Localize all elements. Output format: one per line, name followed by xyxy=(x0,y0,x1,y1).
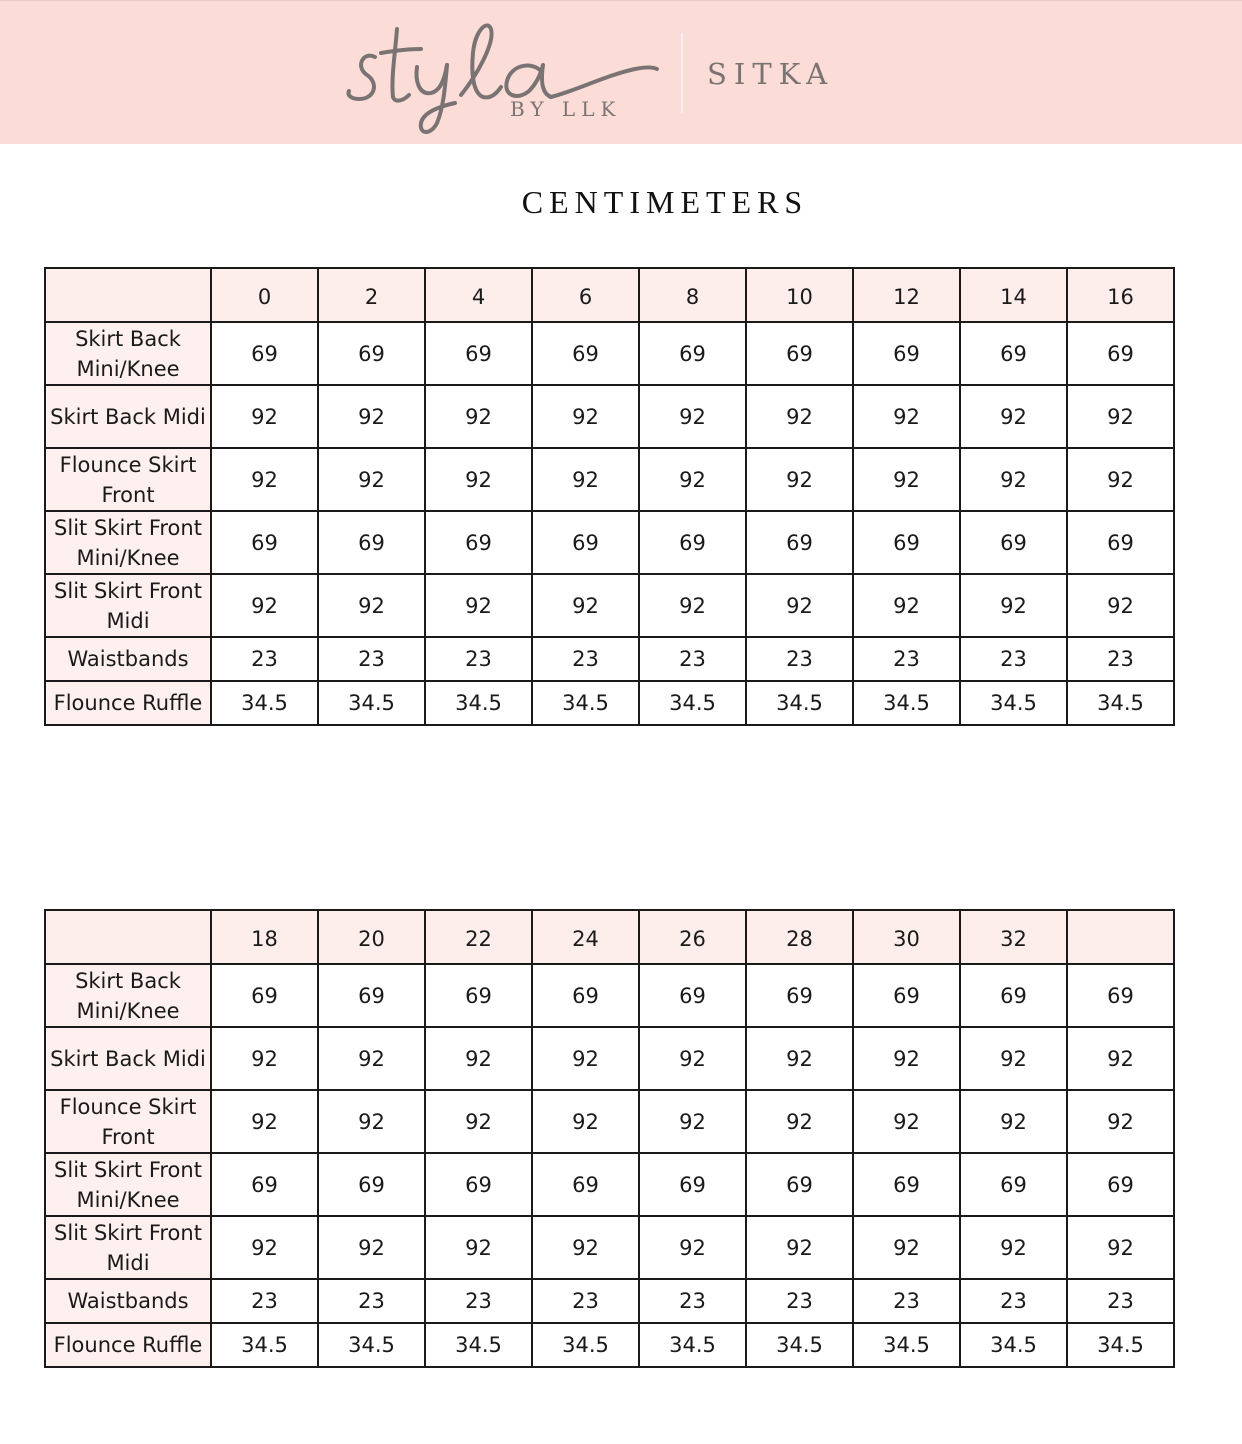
measurement-cell: 34.5 xyxy=(211,1323,318,1367)
row-label: Waistbands xyxy=(45,1279,211,1323)
measurement-cell: 92 xyxy=(425,574,532,637)
measurement-cell: 69 xyxy=(746,964,853,1027)
measurement-cell: 92 xyxy=(960,1216,1067,1279)
size-header-cell: 0 xyxy=(211,268,318,322)
measurement-cell: 23 xyxy=(639,637,746,681)
size-header-cell: 28 xyxy=(746,910,853,964)
measurement-cell: 92 xyxy=(639,574,746,637)
measurement-cell: 92 xyxy=(318,385,425,448)
measurement-cell: 69 xyxy=(1067,1153,1174,1216)
measurement-cell: 69 xyxy=(960,964,1067,1027)
size-header-cell: 6 xyxy=(532,268,639,322)
measurement-cell: 69 xyxy=(746,511,853,574)
measurement-cell: 69 xyxy=(318,964,425,1027)
size-chart-table-2 xyxy=(44,909,1175,1368)
measurement-cell: 92 xyxy=(639,1090,746,1153)
measurement-cell: 69 xyxy=(639,1153,746,1216)
measurement-cell: 23 xyxy=(532,1279,639,1323)
row-label: Slit Skirt Front Mini/Knee xyxy=(45,1153,211,1216)
measurement-cell: 92 xyxy=(639,385,746,448)
measurement-cell: 92 xyxy=(639,1216,746,1279)
measurement-cell: 23 xyxy=(211,1279,318,1323)
measurement-cell: 34.5 xyxy=(425,681,532,725)
measurement-cell: 34.5 xyxy=(853,1323,960,1367)
measurement-cell: 34.5 xyxy=(746,1323,853,1367)
row-label: Flounce Skirt Front xyxy=(45,1090,211,1153)
measurement-cell: 69 xyxy=(639,964,746,1027)
size-header-cell: 4 xyxy=(425,268,532,322)
measurement-cell: 69 xyxy=(746,322,853,385)
measurement-cell: 23 xyxy=(425,637,532,681)
size-header-cell xyxy=(1067,910,1174,964)
measurement-cell: 34.5 xyxy=(746,681,853,725)
brand-header xyxy=(0,0,1242,144)
measurement-cell: 92 xyxy=(746,574,853,637)
measurement-cell: 92 xyxy=(211,574,318,637)
table-row xyxy=(45,1279,1174,1323)
measurement-cell: 92 xyxy=(1067,448,1174,511)
table-row xyxy=(45,511,1174,574)
measurement-cell: 92 xyxy=(960,448,1067,511)
table-row xyxy=(45,1027,1174,1090)
measurement-cell: 69 xyxy=(1067,322,1174,385)
measurement-cell: 92 xyxy=(746,1027,853,1090)
corner-cell xyxy=(45,268,211,322)
measurement-cell: 34.5 xyxy=(1067,681,1174,725)
measurement-cell: 34.5 xyxy=(532,681,639,725)
row-label: Slit Skirt Front Midi xyxy=(45,574,211,637)
size-header-cell: 30 xyxy=(853,910,960,964)
table-row xyxy=(45,385,1174,448)
measurement-cell: 92 xyxy=(425,1027,532,1090)
measurement-cell: 69 xyxy=(853,1153,960,1216)
measurement-cell: 92 xyxy=(746,1090,853,1153)
measurement-cell: 34.5 xyxy=(853,681,960,725)
row-label: Flounce Skirt Front xyxy=(45,448,211,511)
measurement-cell: 92 xyxy=(318,1090,425,1153)
measurement-cell: 34.5 xyxy=(211,681,318,725)
size-header-cell: 22 xyxy=(425,910,532,964)
measurement-cell: 34.5 xyxy=(1067,1323,1174,1367)
measurement-cell: 69 xyxy=(211,511,318,574)
row-label: Flounce Ruffle xyxy=(45,1323,211,1367)
measurement-cell: 69 xyxy=(853,322,960,385)
measurement-cell: 34.5 xyxy=(425,1323,532,1367)
measurement-cell: 69 xyxy=(532,511,639,574)
row-label: Skirt Back Midi xyxy=(45,1027,211,1090)
row-label: Skirt Back Mini/Knee xyxy=(45,322,211,385)
measurement-cell: 23 xyxy=(1067,637,1174,681)
measurement-cell: 92 xyxy=(1067,1090,1174,1153)
measurement-cell: 69 xyxy=(211,322,318,385)
measurement-cell: 92 xyxy=(639,448,746,511)
size-header-cell: 10 xyxy=(746,268,853,322)
measurement-cell: 92 xyxy=(746,385,853,448)
row-label: Slit Skirt Front Mini/Knee xyxy=(45,511,211,574)
measurement-cell: 69 xyxy=(318,1153,425,1216)
measurement-cell: 69 xyxy=(639,511,746,574)
measurement-cell: 69 xyxy=(425,1153,532,1216)
measurement-cell: 92 xyxy=(853,1027,960,1090)
measurement-cell: 23 xyxy=(960,1279,1067,1323)
page-title: CENTIMETERS xyxy=(521,184,809,220)
measurement-cell: 92 xyxy=(425,1216,532,1279)
table-row xyxy=(45,1323,1174,1367)
measurement-cell: 69 xyxy=(532,1153,639,1216)
measurement-cell: 69 xyxy=(318,511,425,574)
measurement-cell: 92 xyxy=(960,574,1067,637)
size-header-cell: 14 xyxy=(960,268,1067,322)
measurement-cell: 69 xyxy=(639,322,746,385)
measurement-cell: 92 xyxy=(211,385,318,448)
size-header-cell: 8 xyxy=(639,268,746,322)
measurement-cell: 92 xyxy=(532,1216,639,1279)
measurement-cell: 69 xyxy=(746,1153,853,1216)
measurement-cell: 92 xyxy=(1067,385,1174,448)
measurement-cell: 23 xyxy=(853,1279,960,1323)
measurement-cell: 69 xyxy=(532,322,639,385)
measurement-cell: 69 xyxy=(960,322,1067,385)
measurement-cell: 23 xyxy=(532,637,639,681)
measurement-cell: 92 xyxy=(960,385,1067,448)
row-label: Skirt Back Mini/Knee xyxy=(45,964,211,1027)
table-row xyxy=(45,448,1174,511)
size-header-cell: 32 xyxy=(960,910,1067,964)
measurement-cell: 92 xyxy=(532,574,639,637)
measurement-cell: 69 xyxy=(425,322,532,385)
row-label: Skirt Back Midi xyxy=(45,385,211,448)
size-header-cell: 2 xyxy=(318,268,425,322)
logo-divider xyxy=(681,33,683,113)
measurement-cell: 92 xyxy=(853,1216,960,1279)
table-row xyxy=(45,322,1174,385)
measurement-cell: 92 xyxy=(211,1216,318,1279)
measurement-cell: 92 xyxy=(639,1027,746,1090)
row-label: Slit Skirt Front Midi xyxy=(45,1216,211,1279)
measurement-cell: 92 xyxy=(532,385,639,448)
measurement-cell: 69 xyxy=(425,964,532,1027)
measurement-cell: 23 xyxy=(853,637,960,681)
table-row xyxy=(45,1216,1174,1279)
measurement-cell: 23 xyxy=(639,1279,746,1323)
measurement-cell: 92 xyxy=(425,1090,532,1153)
measurement-cell: 92 xyxy=(853,448,960,511)
measurement-cell: 34.5 xyxy=(639,681,746,725)
logo-subtitle: BY LLK xyxy=(510,97,622,121)
measurement-cell: 23 xyxy=(746,1279,853,1323)
measurement-cell: 23 xyxy=(211,637,318,681)
measurement-cell: 92 xyxy=(853,574,960,637)
size-header-row xyxy=(45,910,1174,964)
measurement-cell: 92 xyxy=(960,1090,1067,1153)
measurement-cell: 69 xyxy=(853,964,960,1027)
measurement-cell: 92 xyxy=(746,448,853,511)
size-header-cell: 20 xyxy=(318,910,425,964)
table-row xyxy=(45,574,1174,637)
measurement-cell: 69 xyxy=(1067,511,1174,574)
table-row xyxy=(45,637,1174,681)
measurement-cell: 69 xyxy=(853,511,960,574)
measurement-cell: 92 xyxy=(1067,1216,1174,1279)
measurement-cell: 92 xyxy=(211,1090,318,1153)
measurement-cell: 23 xyxy=(1067,1279,1174,1323)
measurement-cell: 23 xyxy=(318,1279,425,1323)
measurement-cell: 92 xyxy=(211,448,318,511)
measurement-cell: 69 xyxy=(211,1153,318,1216)
measurement-cell: 92 xyxy=(318,574,425,637)
size-header-cell: 12 xyxy=(853,268,960,322)
measurement-cell: 92 xyxy=(211,1027,318,1090)
measurement-cell: 92 xyxy=(853,385,960,448)
measurement-cell: 69 xyxy=(1067,964,1174,1027)
measurement-cell: 92 xyxy=(532,448,639,511)
table-row xyxy=(45,1153,1174,1216)
measurement-cell: 92 xyxy=(425,448,532,511)
row-label: Flounce Ruffle xyxy=(45,681,211,725)
measurement-cell: 92 xyxy=(746,1216,853,1279)
measurement-cell: 69 xyxy=(211,964,318,1027)
measurement-cell: 34.5 xyxy=(960,1323,1067,1367)
corner-cell xyxy=(45,910,211,964)
measurement-cell: 92 xyxy=(318,1027,425,1090)
size-header-cell: 18 xyxy=(211,910,318,964)
measurement-cell: 92 xyxy=(318,448,425,511)
size-header-cell: 26 xyxy=(639,910,746,964)
measurement-cell: 23 xyxy=(318,637,425,681)
measurement-cell: 92 xyxy=(318,1216,425,1279)
row-label: Waistbands xyxy=(45,637,211,681)
measurement-cell: 92 xyxy=(853,1090,960,1153)
measurement-cell: 92 xyxy=(1067,574,1174,637)
measurement-cell: 92 xyxy=(960,1027,1067,1090)
table-row xyxy=(45,964,1174,1027)
size-header-cell: 16 xyxy=(1067,268,1174,322)
measurement-cell: 34.5 xyxy=(639,1323,746,1367)
measurement-cell: 69 xyxy=(425,511,532,574)
measurement-cell: 23 xyxy=(425,1279,532,1323)
measurement-cell: 34.5 xyxy=(318,1323,425,1367)
measurement-cell: 92 xyxy=(1067,1027,1174,1090)
measurement-cell: 92 xyxy=(425,385,532,448)
measurement-cell: 69 xyxy=(532,964,639,1027)
measurement-cell: 34.5 xyxy=(960,681,1067,725)
measurement-cell: 23 xyxy=(960,637,1067,681)
measurement-cell: 69 xyxy=(960,1153,1067,1216)
measurement-cell: 34.5 xyxy=(318,681,425,725)
measurement-cell: 69 xyxy=(960,511,1067,574)
measurement-cell: 92 xyxy=(532,1090,639,1153)
size-header-row xyxy=(45,268,1174,322)
measurement-cell: 69 xyxy=(318,322,425,385)
measurement-cell: 23 xyxy=(746,637,853,681)
table-row xyxy=(45,681,1174,725)
table-row xyxy=(45,1090,1174,1153)
size-chart-table-1 xyxy=(44,267,1175,726)
pattern-name: SITKA xyxy=(707,57,835,91)
measurement-cell: 34.5 xyxy=(532,1323,639,1367)
size-header-cell: 24 xyxy=(532,910,639,964)
measurement-cell: 92 xyxy=(532,1027,639,1090)
